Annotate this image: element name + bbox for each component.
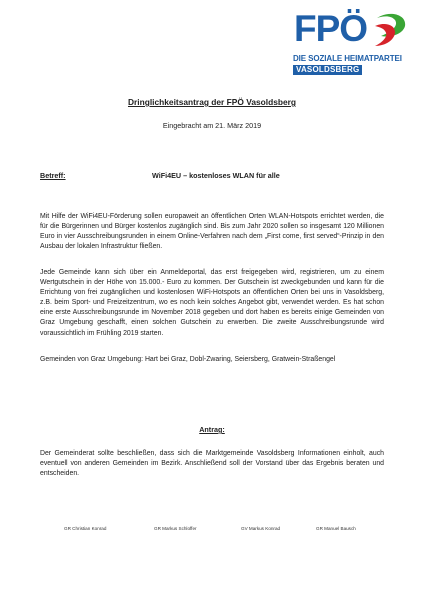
body-paragraph-3: Gemeinden von Graz Umgebung: Hart bei Graz, Dobl-Zwaring, Seiersberg, Gratwein-Straßengel bbox=[40, 356, 336, 363]
signer-name: GR Christian Konrad bbox=[64, 526, 107, 531]
logo-mark-text: FPÖ bbox=[294, 8, 368, 49]
antrag-heading: Antrag: bbox=[199, 425, 225, 434]
signer-name: GR Markus Schloffer bbox=[154, 526, 197, 531]
body-paragraph-2: Jede Gemeinde kann sich über ein Anmeldeportal, das erst freigegeben wird, registrieren, um zu einem Wertgutschein in der Höhe von 15.000.- Euro zu kommen. Der Gutschein ist zweckgebunden und kann für die Errichtung von frei zugänglichen und kostenlosen WiFi-Hotspots an öffentlichen Orten bei uns in Vasoldsberg, z.B. beim Sport- und Freizeitzentrum, wo es noch kein solches Angebot gibt, verwendet werden. Es hat schon eine erste Ausschreibungsrunde im November 2018 gegeben und dort haben es bereits einige Gemeinden von Graz Umgebung geschafft, einen solchen Gutschein zu erwerben. Die zweite Ausschreibungsrunde wird voraussichtlich im Frühling 2019 starten. bbox=[40, 269, 384, 337]
logo-mark bbox=[291, 8, 409, 52]
submission-date: Eingebracht am 21. März 2019 bbox=[162, 121, 262, 130]
antrag-paragraph: Der Gemeinderat sollte beschließen, dass sich die Marktgemeinde Vasoldsberg Informationen einholt, auch eventuell von anderen Gemeinden im Bezirk. Anschließend soll der Vorstand über das Ergebnis beraten und entscheiden. bbox=[40, 450, 384, 478]
logo-swoosh-icon bbox=[291, 12, 409, 52]
signer-name: GV Markus Konrad bbox=[241, 526, 281, 531]
signer-name: GR Manuel Bausch bbox=[316, 526, 356, 531]
signature-row bbox=[0, 526, 424, 536]
logo-city-badge: VASOLDSBERG bbox=[293, 65, 362, 75]
body-paragraph-1: Mit Hilfe der WiFi4EU-Förderung sollen europaweit an öffentlichen Orten WLAN-Hotspots errichtet werden, die für die Bürgerinnen und Bürger kostenlos zugänglich sind. Bis zum Jahr 2020 sollen so insgesamt 120 Millionen Euro in vier Ausschreibungsrunden in einem Online-Verfahren nach dem „First come, first served“-Prinzip in den Ausbau der lokalen Infrastruktur fließen. bbox=[40, 213, 384, 251]
subject-text: WiFi4EU – kostenloses WLAN für alle bbox=[152, 171, 280, 180]
subject-label: Betreff: bbox=[40, 171, 66, 180]
document-title: Dringlichkeitsantrag der FPÖ Vasoldsberg bbox=[127, 97, 296, 107]
logo-tagline: DIE SOZIALE HEIMATPARTEI bbox=[293, 54, 402, 63]
fpoe-logo bbox=[291, 8, 409, 76]
